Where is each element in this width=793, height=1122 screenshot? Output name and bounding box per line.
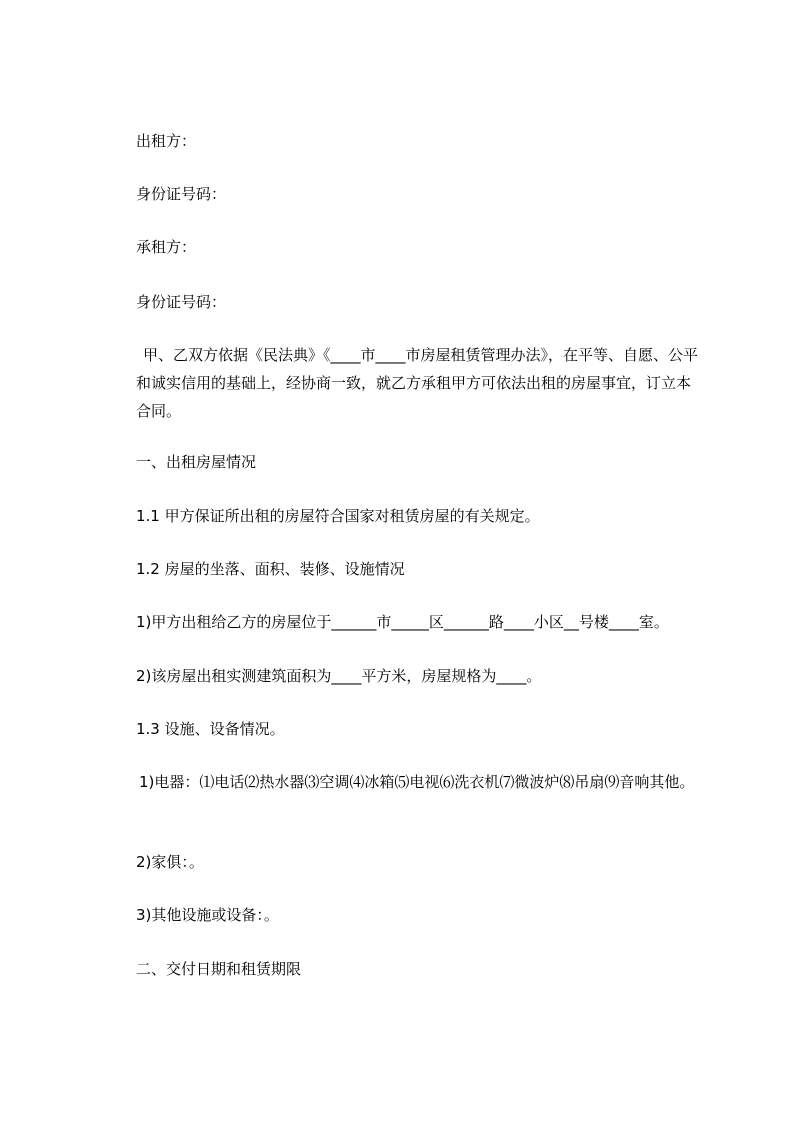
- clause-1-3-other: 3)其他设施或设备：。: [136, 906, 279, 924]
- clause-1-1: 1.1 甲方保证所出租的房屋符合国家对租赁房屋的有关规定。: [136, 507, 540, 525]
- lessee-label: 承租方：: [136, 238, 197, 256]
- clause-1-3-appliances: 1)电器：⑴电话⑵热水器⑶空调⑷冰箱⑸电视⑹洗衣机⑺微波炉⑻吊扇⑼音响其他。: [139, 773, 695, 791]
- contract-preamble: 甲、乙双方依据《民法典》《____市____市房屋租赁管理办法》，在平等、自愿、公平和诚实信用的基础上，经协商一致，就乙方承租甲方可依法出租的房屋事宜，订立本合同。: [136, 346, 699, 420]
- clause-1-2-location: 1)甲方出租给乙方的房屋位于______市_____区______路____小区__号楼____室。: [136, 613, 669, 631]
- clause-1-2: 1.2 房屋的坐落、面积、装修、设施情况: [136, 560, 405, 578]
- section-2-title: 二、交付日期和租赁期限: [136, 960, 302, 978]
- clause-1-3: 1.3 设施、设备情况。: [136, 720, 285, 738]
- clause-1-3-furniture: 2)家俱：。: [136, 853, 204, 871]
- clause-1-2-area: 2)该房屋出租实测建筑面积为____平方米，房屋规格为____。: [136, 667, 542, 685]
- lessor-label: 出租方：: [136, 132, 197, 150]
- lessee-id-label: 身份证号码：: [136, 293, 227, 311]
- section-1-title: 一、出租房屋情况: [136, 453, 257, 471]
- lessor-id-label: 身份证号码：: [136, 185, 227, 203]
